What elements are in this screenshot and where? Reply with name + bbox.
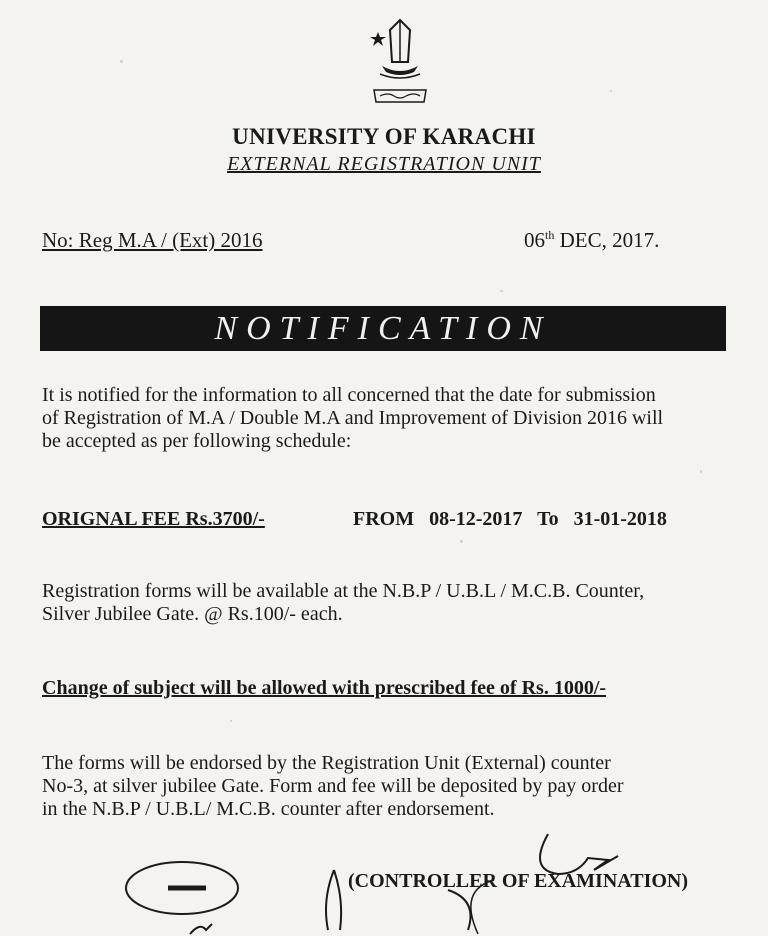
original-fee: ORIGNAL FEE Rs.3700/- [42,508,265,530]
notice-date [524,228,659,253]
endorsement-paragraph [42,752,742,821]
paper-speck [230,720,232,722]
intro-line: It is notified for the information to all concerned that the date for submission [42,384,656,406]
forms-availability-paragraph [42,580,742,626]
controller-designation: (CONTROLLER OF EXAMINATION) [348,870,689,892]
to-label: To [537,508,559,530]
change-of-subject-notice: Change of subject will be allowed with prescribed fee of Rs. 1000/- [42,677,607,699]
endorse-line: in the N.B.P / U.B.L/ M.C.B. counter after endorsement. [42,798,495,820]
forms-line: Silver Jubilee Gate. @ Rs.100/- each. [42,603,343,625]
endorse-line: The forms will be endorsed by the Registration Unit (External) counter [42,752,611,774]
intro-line: be accepted as per following schedule: [42,430,352,452]
unit-name: EXTERNAL REGISTRATION UNIT [227,153,541,175]
endorse-line: No-3, at silver jubilee Gate. Form and fee will be deposited by pay order [42,775,624,797]
paper-speck [120,60,123,63]
intro-line: of Registration of M.A / Double M.A and Improvement of Division 2016 will [42,407,664,429]
university-logo [360,10,440,106]
date-day: 06 [524,228,545,252]
left-initials-signature [120,852,260,936]
date-suffix: th [545,228,555,242]
date-month-year: DEC, 2017. [554,228,660,252]
intro-paragraph [42,384,742,453]
from-date: 08-12-2017 [429,508,523,530]
schedule-dates [353,508,677,531]
paper-speck [610,90,612,92]
paper-speck [700,470,702,473]
from-label: FROM [353,508,415,530]
paper-speck [460,540,463,543]
to-date: 31-01-2018 [573,508,667,530]
forms-line: Registration forms will be available at the N.B.P / U.B.L / M.C.B. Counter, [42,580,645,602]
notification-banner: NOTIFICATION [40,306,726,351]
paper-speck [500,290,503,292]
reference-number: No: Reg M.A / (Ext) 2016 [42,228,263,252]
university-name: UNIVERSITY OF KARACHI [232,124,536,149]
